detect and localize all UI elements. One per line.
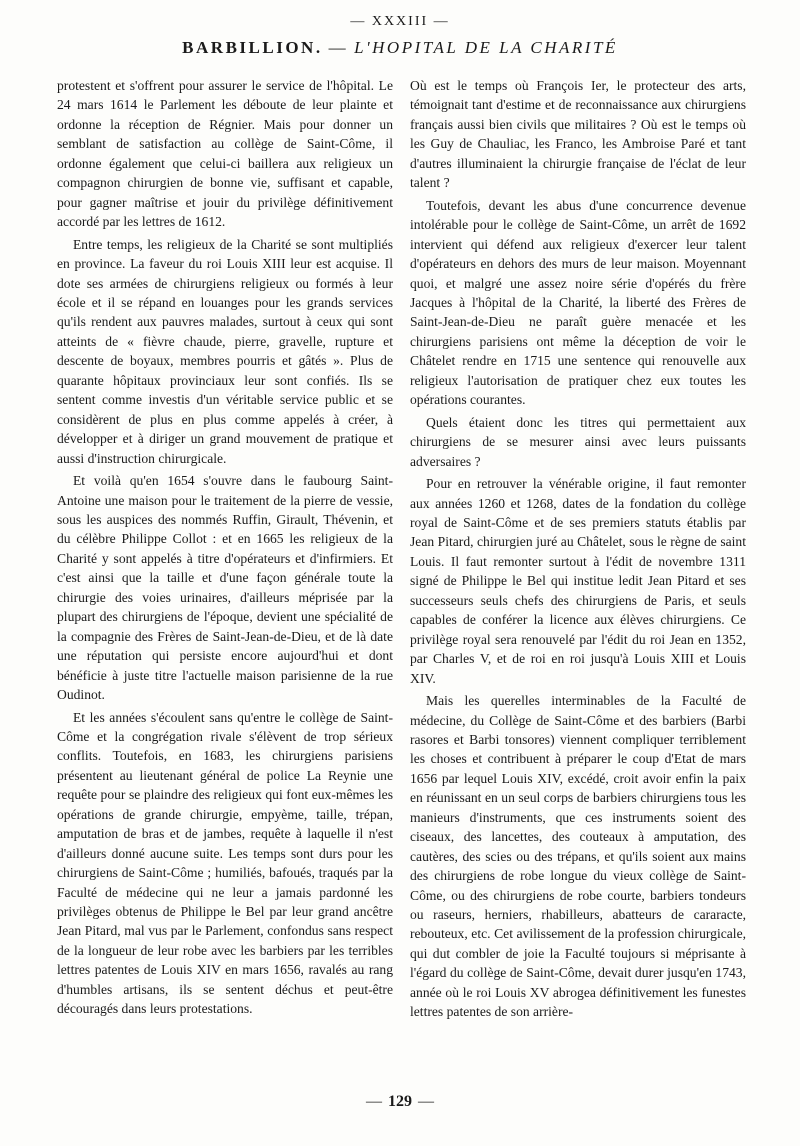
paragraph: Toutefois, devant les abus d'une concurrence devenue intolérable pour le collège de Saint-Côme, un arrêt de 1692 intervient qui défend aux religieux d'exercer leur talent d'opérateurs en dehors des murs de leur maison. Moyennant quoi, et malgré une assez noire série d'opérés du frère Jacques à l'hôpital de la Charité, la liberté des Frères de Saint-Jean-de-Dieu ne paraît guère menacée et les chirurgiens parisiens ont même la déception de voir le Châtelet rendre en 1715 une sentence qui renouvelle aux religieux l'autorisation de pratiquer chez eux toutes les opérations courantes. [410, 197, 746, 408]
roman-page-number: — XXXIII — [350, 14, 450, 29]
paragraph: Mais les querelles interminables de la Faculté de médecine, du Collège de Saint-Côme et des barbiers (Barbi rasores et Barbi tonsores) viennent compliquer terriblement les choses et contribuent à préparer le coup d'Etat de mars 1656 par lequel Louis XIV, excédé, croit avoir enfin la paix en réunissant en un seul corps de barbiers chirurgiens tous les manieurs d'instruments, que ces instruments soient des ciseaux, des lancettes, des couteaux à amputation, des cautères, des scies ou des trépans, et qu'ils soient aux mains des chirurgiens de robe longue du vieux collège de Saint-Côme, ou des chirurgiens de robe courte, barbiers tondeurs ou raseurs, herniers, rhabilleurs, abatteurs de cararacte, rebouteux, etc. Cet avilissement de la profession chirurgicale, qui dut combler de joie la Faculté toujours si méprisante à l'égard du collège de Saint-Côme, devait durer jusqu'en 1743, année où le roi Louis XV abrogea définitivement les funestes lettres patentes de son arrière- [410, 693, 746, 1020]
paragraph: Entre temps, les religieux de la Charité se sont multipliés en province. La faveur du roi Louis XIII leur est acquise. Il dote ses armées de chirurgiens religieux ou formés à leur école et il se répand en louanges pour les grands services qu'ils rendent aux pauvres malades, surtout à ceux qui sont atteints de « fièvre chaude, pierre, gravelle, rupture et descente de boyaux, membres pourris et gâtés ». Plus de quarante hôpitaux provinciaux leur sont confiés. Ils se sentent comme investis d'un véritable service public et se considèrent de plus en plus comme appelés à créer, à développer et à diriger un grand mouvement de pratique et aussi d'instruction chirurgicale. [57, 236, 393, 466]
page-number [0, 1093, 800, 1111]
paragraph: Et voilà qu'en 1654 s'ouvre dans le faubourg Saint-Antoine une maison pour le traitement de la pierre de vessie, sous les auspices des nommés Ruffin, Girault, Thévenin, et du célèbre Philippe Collot : et en 1665 les religieux de la Charité y sont appelés à titre d'opérateurs et d'infirmiers. Et c'est ainsi que la taille et d'une façon générale toute la chirurgie des voies urinaires, d'ailleurs méprisée par la plupart des chirurgiens de l'époque, devient une spécialité de la compagnie des Frères de Saint-Jean-de-Dieu, et de là date une réputation qui persiste encore aujourd'hui et dont bénéficie à juste titre l'actuelle maison parisienne de la rue Oudinot. [57, 473, 393, 703]
paragraph: Où est le temps où François Ier, le protecteur des arts, témoignait tant d'estime et de reconnaissance aux chirurgiens français aussi bien civils que militaires ? Où est le temps où les Guy de Chauliac, les Franco, les Ambroise Paré et tant d'autres illuminaient la chirurgie française de l'éclat de leur talent ? [410, 78, 746, 191]
header-dash: — [328, 38, 349, 57]
header-title: L'HOPITAL DE LA CHARITÉ [354, 38, 618, 57]
header-author: BARBILLION. [182, 38, 323, 57]
paragraph: protestent et s'offrent pour assurer le service de l'hôpital. Le 24 mars 1614 le Parlement les déboute de leur plainte et ordonne la réception de Régnier. Mais pour donner un semblant de satisfaction au collège de Saint-Côme, il ordonne également que celui-ci baillera aux religieux un compagnon chirurgien de bonne vie, suffisant et capable, pour gagner maîtrise et jouir du privilège définitivement accordé par les lettres de 1612. [57, 78, 393, 230]
paragraph: Pour en retrouver la vénérable origine, il faut remonter aux années 1260 et 1268, dates de la fondation du collège royal de Saint-Côme et de ses premiers statuts établis par Jean Pitard, chirurgien juré au Châtelet, sous le règne de saint Louis. Il faut remonter surtout à l'édit de novembre 1311 signé de Philippe le Bel qui institue ledit Jean Pitard et ses successeurs seuls chefs des chirurgiens de Paris, et seuls capables de conférer la licence aux élèves chirurgiens. Ce privilège royal sera renouvelé par l'édit du roi Jean en 1352, par Charles V, et de roi en roi jusqu'à Louis XIII et Louis XIV. [410, 476, 746, 686]
folio-number: 129 [388, 1093, 412, 1110]
right-column [410, 76, 746, 1022]
folio-dash-right: — [418, 1093, 434, 1110]
folio-dash-left: — [366, 1093, 382, 1110]
running-head [0, 38, 800, 58]
left-column [57, 76, 393, 1019]
paragraph: Quels étaient donc les titres qui permettaient aux chirurgiens de se mesurer ainsi avec leurs puissants adversaires ? [410, 414, 746, 469]
paragraph: Et les années s'écoulent sans qu'entre le collège de Saint-Côme et la congrégation rivale s'élèvent de trop sérieux conflits. Toutefois, en 1683, les chirurgiens parisiens présentent au lieutenant général de police La Reynie une requête pour se plaindre des religieux qui font eux-mêmes les opérations de grande chirurgie, empyème, taille, trépan, amputation de bras et de jambes, requête à laquelle il n'est d'ailleurs donné aucune suite. Les temps sont durs pour les chirurgiens de Saint-Côme ; humiliés, bafoués, traqués par la Faculté de médecine qui ne leur a jamais pardonné les privilèges obtenus de Philippe le Bel par leur grand ancêtre Jean Pitard, mal vus par le Parlement, confondus sans respect de la longueur de leur robe avec les barbiers par les terribles lettres patentes de Louis XIV en mars 1656, ravalés au rang d'humbles artisans, ils se sentent déchus et peut-être découragés dans leurs protestations. [57, 709, 393, 1017]
